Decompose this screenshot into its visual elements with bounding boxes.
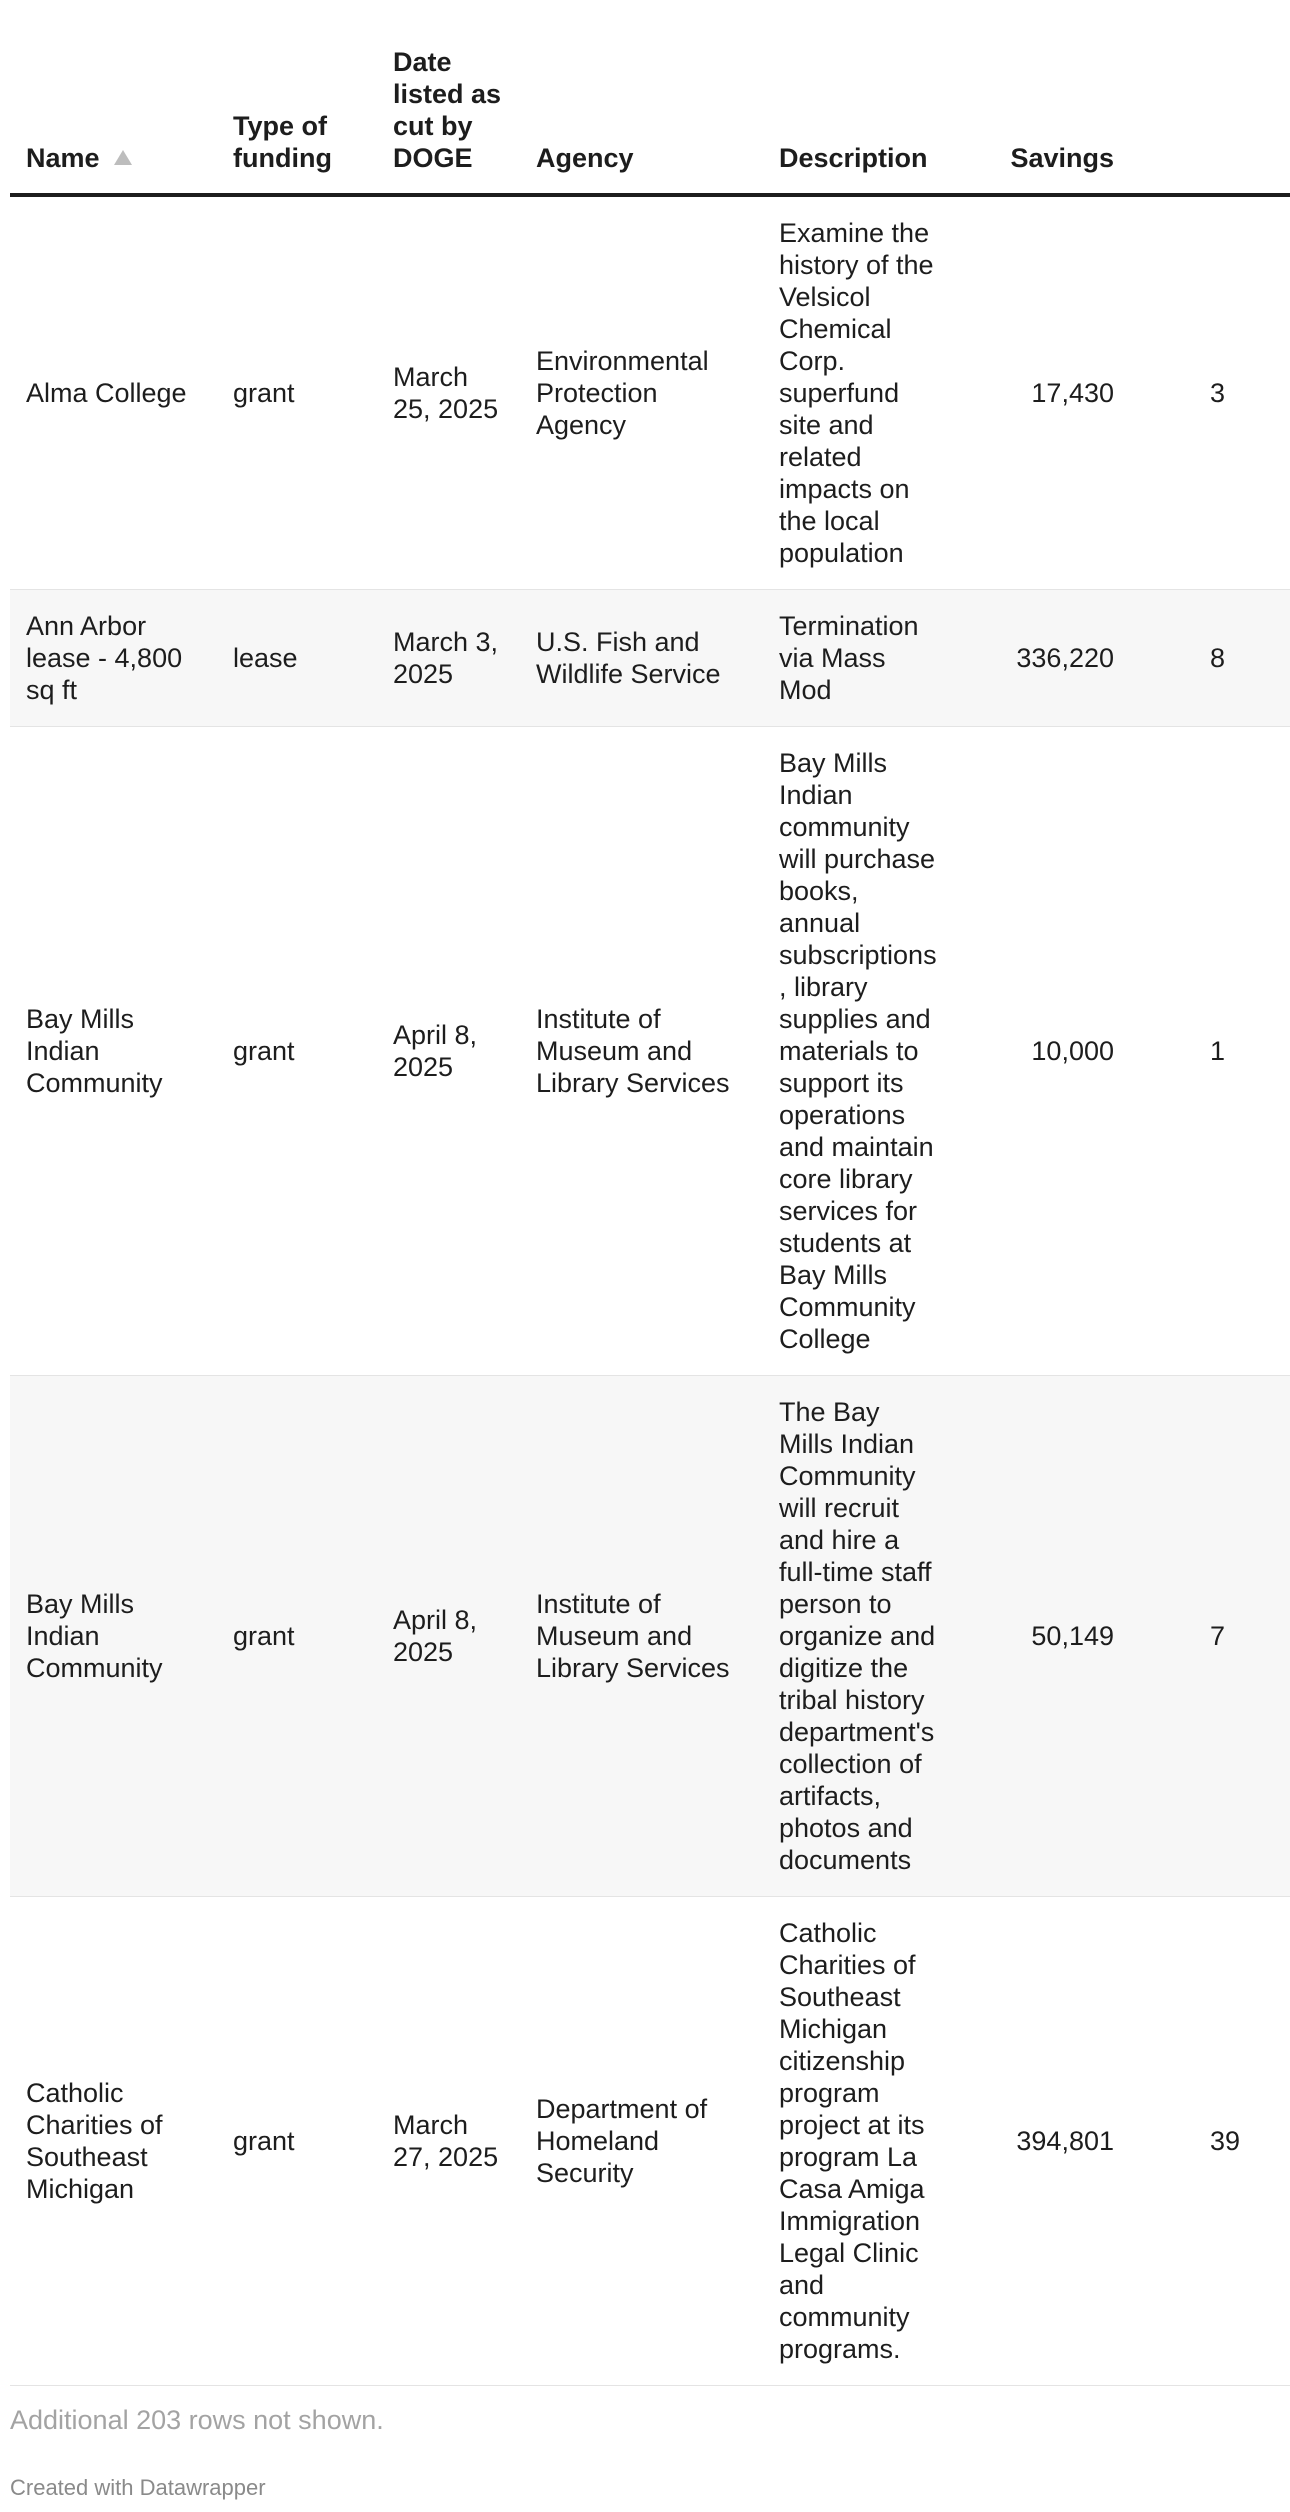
cell-extra: 8	[1130, 590, 1290, 727]
cell-agency: Institute of Museum and Library Services	[520, 727, 763, 1376]
cell-type: grant	[217, 1376, 377, 1897]
cell-savings: 394,801	[953, 1897, 1130, 2386]
column-header-label: Description	[779, 143, 928, 173]
column-header-type[interactable]	[217, 0, 377, 195]
data-table	[10, 0, 1290, 2386]
table-row	[10, 1376, 1290, 1897]
table-body	[10, 195, 1290, 2386]
column-header-name[interactable]	[10, 0, 217, 195]
column-header-description[interactable]	[763, 0, 953, 195]
sort-ascending-icon[interactable]	[114, 150, 132, 165]
table-container	[10, 0, 1241, 2386]
cell-savings: 10,000	[953, 727, 1130, 1376]
cell-date: March 27, 2025	[377, 1897, 520, 2386]
cell-date: April 8, 2025	[377, 727, 520, 1376]
column-header-label: Savings	[1010, 143, 1114, 173]
datawrapper-credit[interactable]: Created with Datawrapper	[10, 2475, 266, 2500]
cell-agency: Department of Homeland Security	[520, 1897, 763, 2386]
cell-description: The Bay Mills Indian Community will recruit and hire a full-time staff person to organize and digitize the tribal history department's collection of artifacts, photos and documents	[763, 1376, 953, 1897]
column-header-label: Agency	[536, 143, 634, 173]
cell-agency: U.S. Fish and Wildlife Service	[520, 590, 763, 727]
cell-name: Alma College	[10, 195, 217, 590]
cell-extra: 1	[1130, 727, 1290, 1376]
cell-extra: 39	[1130, 1897, 1290, 2386]
cell-description: Termination via Mass Mod	[763, 590, 953, 727]
column-header-label: Type of funding	[233, 111, 332, 173]
cell-type: lease	[217, 590, 377, 727]
cell-name: Ann Arbor lease - 4,800 sq ft	[10, 590, 217, 727]
cell-savings: 50,149	[953, 1376, 1130, 1897]
cell-description: Examine the history of the Velsicol Chemical Corp. superfund site and related impacts on the local population	[763, 195, 953, 590]
cell-date: March 3, 2025	[377, 590, 520, 727]
cell-type: grant	[217, 727, 377, 1376]
cell-date: April 8, 2025	[377, 1376, 520, 1897]
column-header-label: Date listed as cut by DOGE	[393, 47, 502, 173]
table-header	[10, 0, 1290, 195]
header-row	[10, 0, 1290, 195]
column-header-agency[interactable]	[520, 0, 763, 195]
cell-name: Catholic Charities of Southeast Michigan	[10, 1897, 217, 2386]
cell-agency: Institute of Museum and Library Services	[520, 1376, 763, 1897]
table-row	[10, 1897, 1290, 2386]
cell-savings: 336,220	[953, 590, 1130, 727]
cell-description: Bay Mills Indian community will purchase books, annual subscriptions, library supplies and materials to support its operations and maintain core library services for students at Bay Mills Community College	[763, 727, 953, 1376]
cell-extra: 3	[1130, 195, 1290, 590]
column-header-label: Name	[26, 143, 100, 173]
table-row	[10, 727, 1290, 1376]
cell-date: March 25, 2025	[377, 195, 520, 590]
column-header-extra	[1130, 0, 1290, 195]
cell-name: Bay Mills Indian Community	[10, 1376, 217, 1897]
cell-extra: 7	[1130, 1376, 1290, 1897]
cell-type: grant	[217, 195, 377, 590]
column-header-date[interactable]	[377, 0, 520, 195]
column-header-savings[interactable]	[953, 0, 1130, 195]
table-row	[10, 195, 1290, 590]
rows-not-shown-note: Additional 203 rows not shown.	[10, 2405, 384, 2435]
cell-name: Bay Mills Indian Community	[10, 727, 217, 1376]
table-row	[10, 590, 1290, 727]
cell-type: grant	[217, 1897, 377, 2386]
cell-description: Catholic Charities of Southeast Michigan citizenship program project at its program La Casa Amiga Immigration Legal Clinic and community programs.	[763, 1897, 953, 2386]
cell-savings: 17,430	[953, 195, 1130, 590]
cell-agency: Environmental Protection Agency	[520, 195, 763, 590]
